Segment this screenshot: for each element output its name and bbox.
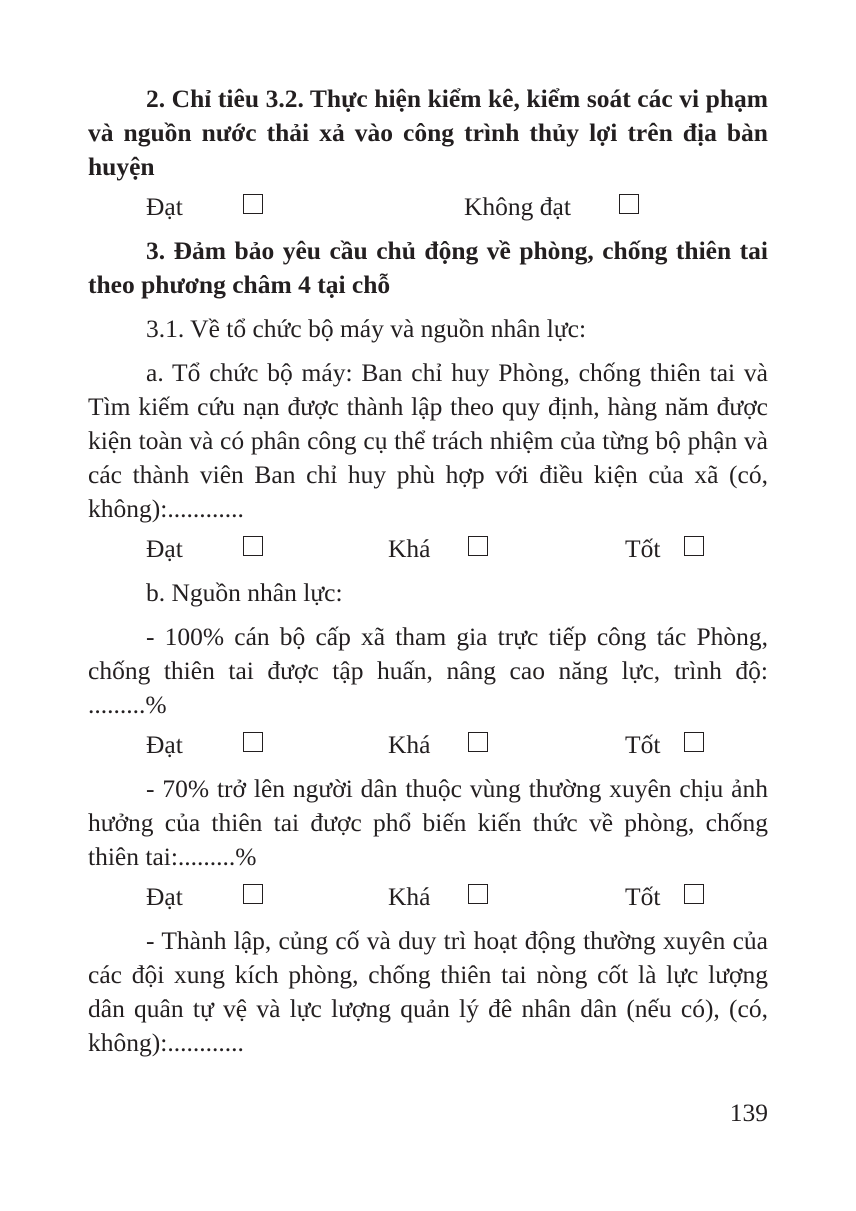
rating-tot-label: Tốt [625,534,661,563]
rating-kha-label: Khá [388,534,431,563]
rating-row-pass-fail [88,190,768,224]
rating-row-a [88,532,768,566]
rating-tot-label: Tốt [625,882,661,911]
rating-kha-checkbox[interactable] [468,536,488,556]
rating-dat-label: Đạt [146,730,183,759]
fail-checkbox[interactable] [619,194,639,214]
rating-row-item-2 [88,880,768,914]
rating-dat-label: Đạt [146,882,183,911]
item-2: - 70% trở lên người dân thuộc vùng thường xuyên chịu ảnh hưởng của thiên tai được phổ biến kiến thức về phòng, chống thiên tai:.........% [88,774,768,871]
rating-kha-label: Khá [388,882,431,911]
rating-kha-checkbox[interactable] [468,732,488,752]
pass-checkbox[interactable] [243,194,263,214]
item-3: - Thành lập, củng cố và duy trì hoạt động thường xuyên của các đội xung kích phòng, chống thiên tai nòng cốt là lực lượng dân quân tự vệ và lực lượng quản lý đê nhân dân (nếu có), (có, không):............ [88,926,768,1057]
pass-label: Đạt [146,192,183,221]
subsection-3-1: 3.1. Về tổ chức bộ máy và nguồn nhân lực: [146,314,587,343]
rating-tot-label: Tốt [625,730,661,759]
rating-row-item-1 [88,728,768,762]
section-3-title: 3. Đảm bảo yêu cầu chủ động về phòng, chống thiên tai theo phương châm 4 tại chỗ [88,236,768,299]
rating-kha-checkbox[interactable] [468,884,488,904]
page-number: 139 [729,1098,768,1127]
rating-tot-checkbox[interactable] [684,732,704,752]
fail-label: Không đạt [464,192,571,221]
paragraph-a: a. Tổ chức bộ máy: Ban chỉ huy Phòng, chống thiên tai và Tìm kiếm cứu nạn được thành lập theo quy định, hàng năm được kiện toàn và có phân công cụ thể trách nhiệm của từng bộ phận và các thành viên Ban chỉ huy phù hợp với điều kiện của xã (có, không):............ [88,358,768,523]
rating-tot-checkbox[interactable] [684,884,704,904]
rating-dat-checkbox[interactable] [243,536,263,556]
section-2-title: 2. Chỉ tiêu 3.2. Thực hiện kiểm kê, kiểm soát các vi phạm và nguồn nước thải xả vào công trình thủy lợi trên địa bàn huyện [88,84,768,181]
paragraph-b: b. Nguồn nhân lực: [146,578,343,607]
rating-kha-label: Khá [388,730,431,759]
rating-dat-checkbox[interactable] [243,884,263,904]
item-1: - 100% cán bộ cấp xã tham gia trực tiếp công tác Phòng, chống thiên tai được tập huấn, nâng cao năng lực, trình độ: .........% [88,622,768,719]
rating-tot-checkbox[interactable] [684,536,704,556]
document-page [88,82,768,1060]
rating-dat-label: Đạt [146,534,183,563]
rating-dat-checkbox[interactable] [243,732,263,752]
